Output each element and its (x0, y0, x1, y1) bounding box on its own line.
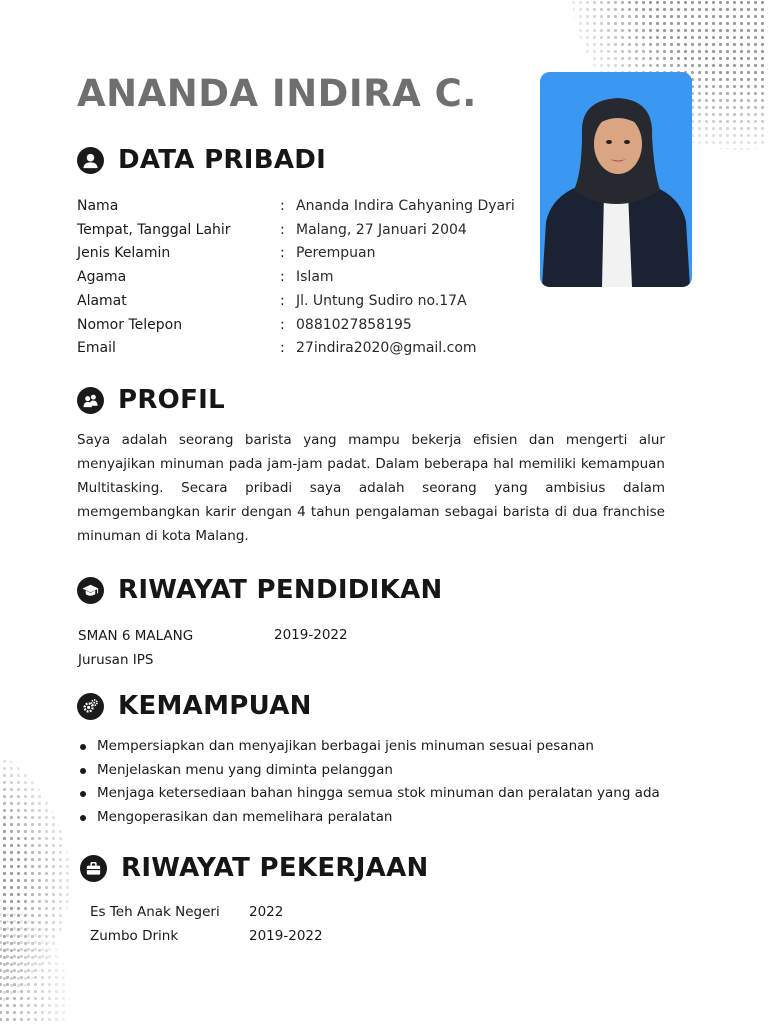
label: Nomor Telepon (77, 316, 183, 333)
value: Islam (296, 269, 334, 286)
value: Perempuan (296, 245, 376, 262)
personal-row-birth (77, 219, 597, 243)
personal-row-gender (77, 242, 597, 266)
separator: : (280, 269, 285, 286)
work-year: 2022 (249, 904, 284, 920)
work-entry (90, 900, 323, 924)
work-history (90, 900, 323, 948)
separator: : (280, 292, 285, 309)
work-entry (90, 924, 323, 948)
gears-icon (77, 693, 104, 720)
personal-data-table (77, 195, 597, 361)
personal-row-phone (77, 314, 597, 338)
candidate-name: ANANDA INDIRA C. (77, 72, 477, 115)
section-profile-header (77, 385, 225, 415)
section-personal-header (77, 145, 326, 175)
section-work-title: RIWAYAT PEKERJAAN (121, 853, 429, 883)
work-year: 2019-2022 (249, 928, 323, 944)
decorative-dots-bottom-left-small (0, 890, 70, 1024)
decorative-dots-bottom-left (0, 730, 70, 1024)
work-place: Es Teh Anak Negeri (90, 904, 220, 920)
section-skills-header (77, 691, 312, 721)
profile-description: Saya adalah seorang barista yang mampu bekerja efisien dan mengerti alur menyajikan minuman pada jam-jam padat. Dalam beberapa hal memiliki kemampuan Multitasking. Secara pribadi saya adalah seorang yang ambisius dalam memgembangkan karir dengan 4 tahun pengalaman sebagai barista di dua franchise minuman di kota Malang. (77, 432, 665, 544)
separator: : (280, 340, 285, 357)
user-icon (77, 147, 104, 174)
section-education-header (77, 575, 443, 605)
section-profile-title: PROFIL (118, 385, 225, 415)
value: Ananda Indira Cahyaning Dyari (296, 198, 515, 214)
skill-item: Mempersiapkan dan menyajikan berbagai jenis minuman sesuai pesanan (78, 735, 698, 759)
briefcase-icon (80, 855, 107, 882)
personal-row-name (77, 195, 597, 219)
education-major: Jurusan IPS (78, 652, 154, 668)
value: Malang, 27 Januari 2004 (296, 221, 467, 238)
section-personal-title: DATA PRIBADI (118, 145, 327, 175)
label: Agama (77, 269, 127, 286)
personal-row-email (77, 337, 597, 361)
section-skills-title: KEMAMPUAN (118, 691, 312, 721)
personal-row-religion (77, 266, 597, 290)
section-work-header (80, 853, 429, 883)
skill-item: Mengoperasikan dan memelihara peralatan (78, 806, 698, 830)
separator: : (280, 198, 285, 214)
graduation-cap-icon (77, 577, 104, 604)
skill-item: Menjaga ketersediaan bahan hingga semua stok minuman dan peralatan yang ada (78, 782, 698, 806)
education-entry (78, 624, 193, 672)
label: Nama (77, 198, 119, 214)
separator: : (280, 316, 285, 333)
separator: : (280, 245, 285, 262)
education-years: 2019-2022 (274, 627, 348, 643)
value: Jl. Untung Sudiro no.17A (296, 292, 467, 309)
group-icon (77, 387, 104, 414)
skill-item: Menjelaskan menu yang diminta pelanggan (78, 759, 698, 783)
work-place: Zumbo Drink (90, 928, 179, 944)
label: Email (77, 340, 116, 357)
education-school: SMAN 6 MALANG (78, 628, 194, 644)
label: Jenis Kelamin (77, 245, 171, 262)
separator: : (280, 221, 285, 238)
skills-list (78, 735, 698, 830)
label: Alamat (77, 292, 127, 309)
section-education-title: RIWAYAT PENDIDIKAN (118, 575, 443, 605)
value: 27indira2020@gmail.com (296, 340, 477, 357)
value: 0881027858195 (296, 316, 412, 333)
personal-row-address (77, 290, 597, 314)
label: Tempat, Tanggal Lahir (77, 221, 231, 238)
